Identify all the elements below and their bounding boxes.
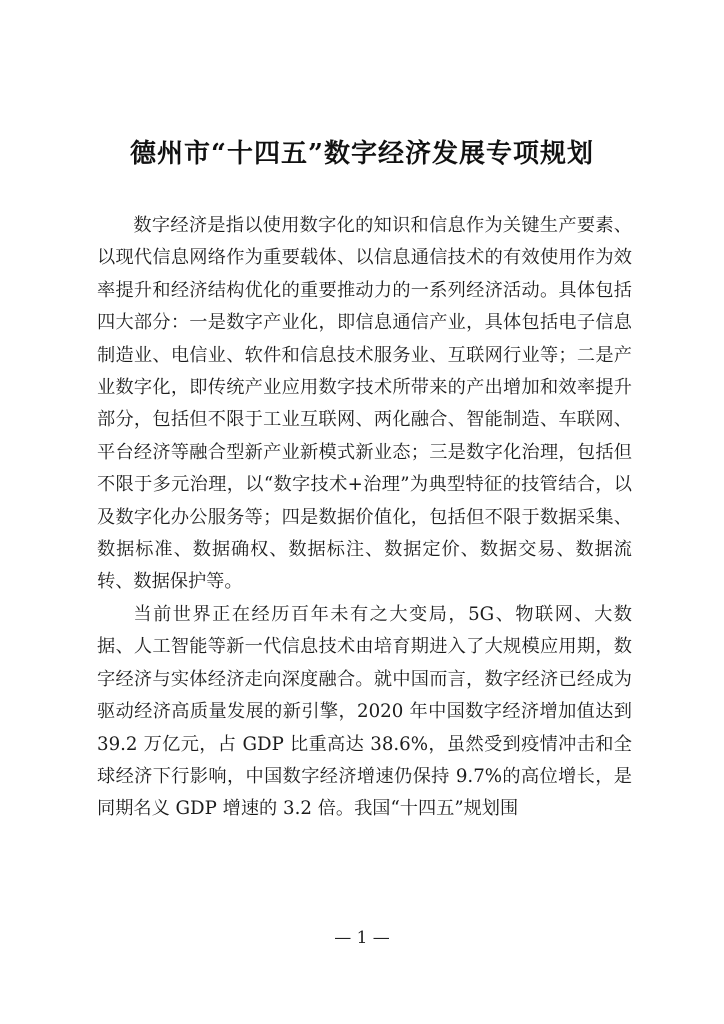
page-number: — 1 — (334, 928, 390, 948)
body-paragraph-1: 数字经济是指以使用数字化的知识和信息作为关键生产要素、以现代信息网络作为重要载体、以信息通信技术的有效使用作为效率提升和经济结构优化的重要推动力的一系列经济活动。具体包括四大部分：一是数字产业化，即信息通信产业，具体包括电子信息制造业、电信业、软件和信息技术服务业、互联网行业等；二是产业数字化，即传统产业应用数字技术所带来的产出增加和效率提升部分，包括但不限于工业互联网、两化融合、智能制造、车联网、平台经济等融合型新产业新模式新业态；三是数字化治理，包括但不限于多元治理，以“数字技术+治理”为典型特征的技管结合，以及数字化办公服务等；四是数据价值化，包括但不限于数据采集、数据标准、数据确权、数据标注、数据定价、数据交易、数据流转、数据保护等。 (97, 215, 632, 593)
document-body (97, 210, 632, 826)
document-title: 德州市“十四五”数字经济发展专项规划 (130, 139, 594, 169)
body-paragraph-2: 当前世界正在经历百年未有之大变局，5G、物联网、大数据、人工智能等新一代信息技术由培育期进入了大规模应用期，数字经济与实体经济走向深度融合。就中国而言，数字经济已经成为驱动经济高质量发展的新引擎，2020 年中国数字经济增加值达到 39.2 万亿元，占 GDP 比重高达 38.6%，虽然受到疫情冲击和全球经济下行影响，中国数字经济增速仍保持 9.7%的高位增长，是同期名义 GDP 增速的 3.2 倍。我国“十四五”规划围 (97, 603, 632, 820)
